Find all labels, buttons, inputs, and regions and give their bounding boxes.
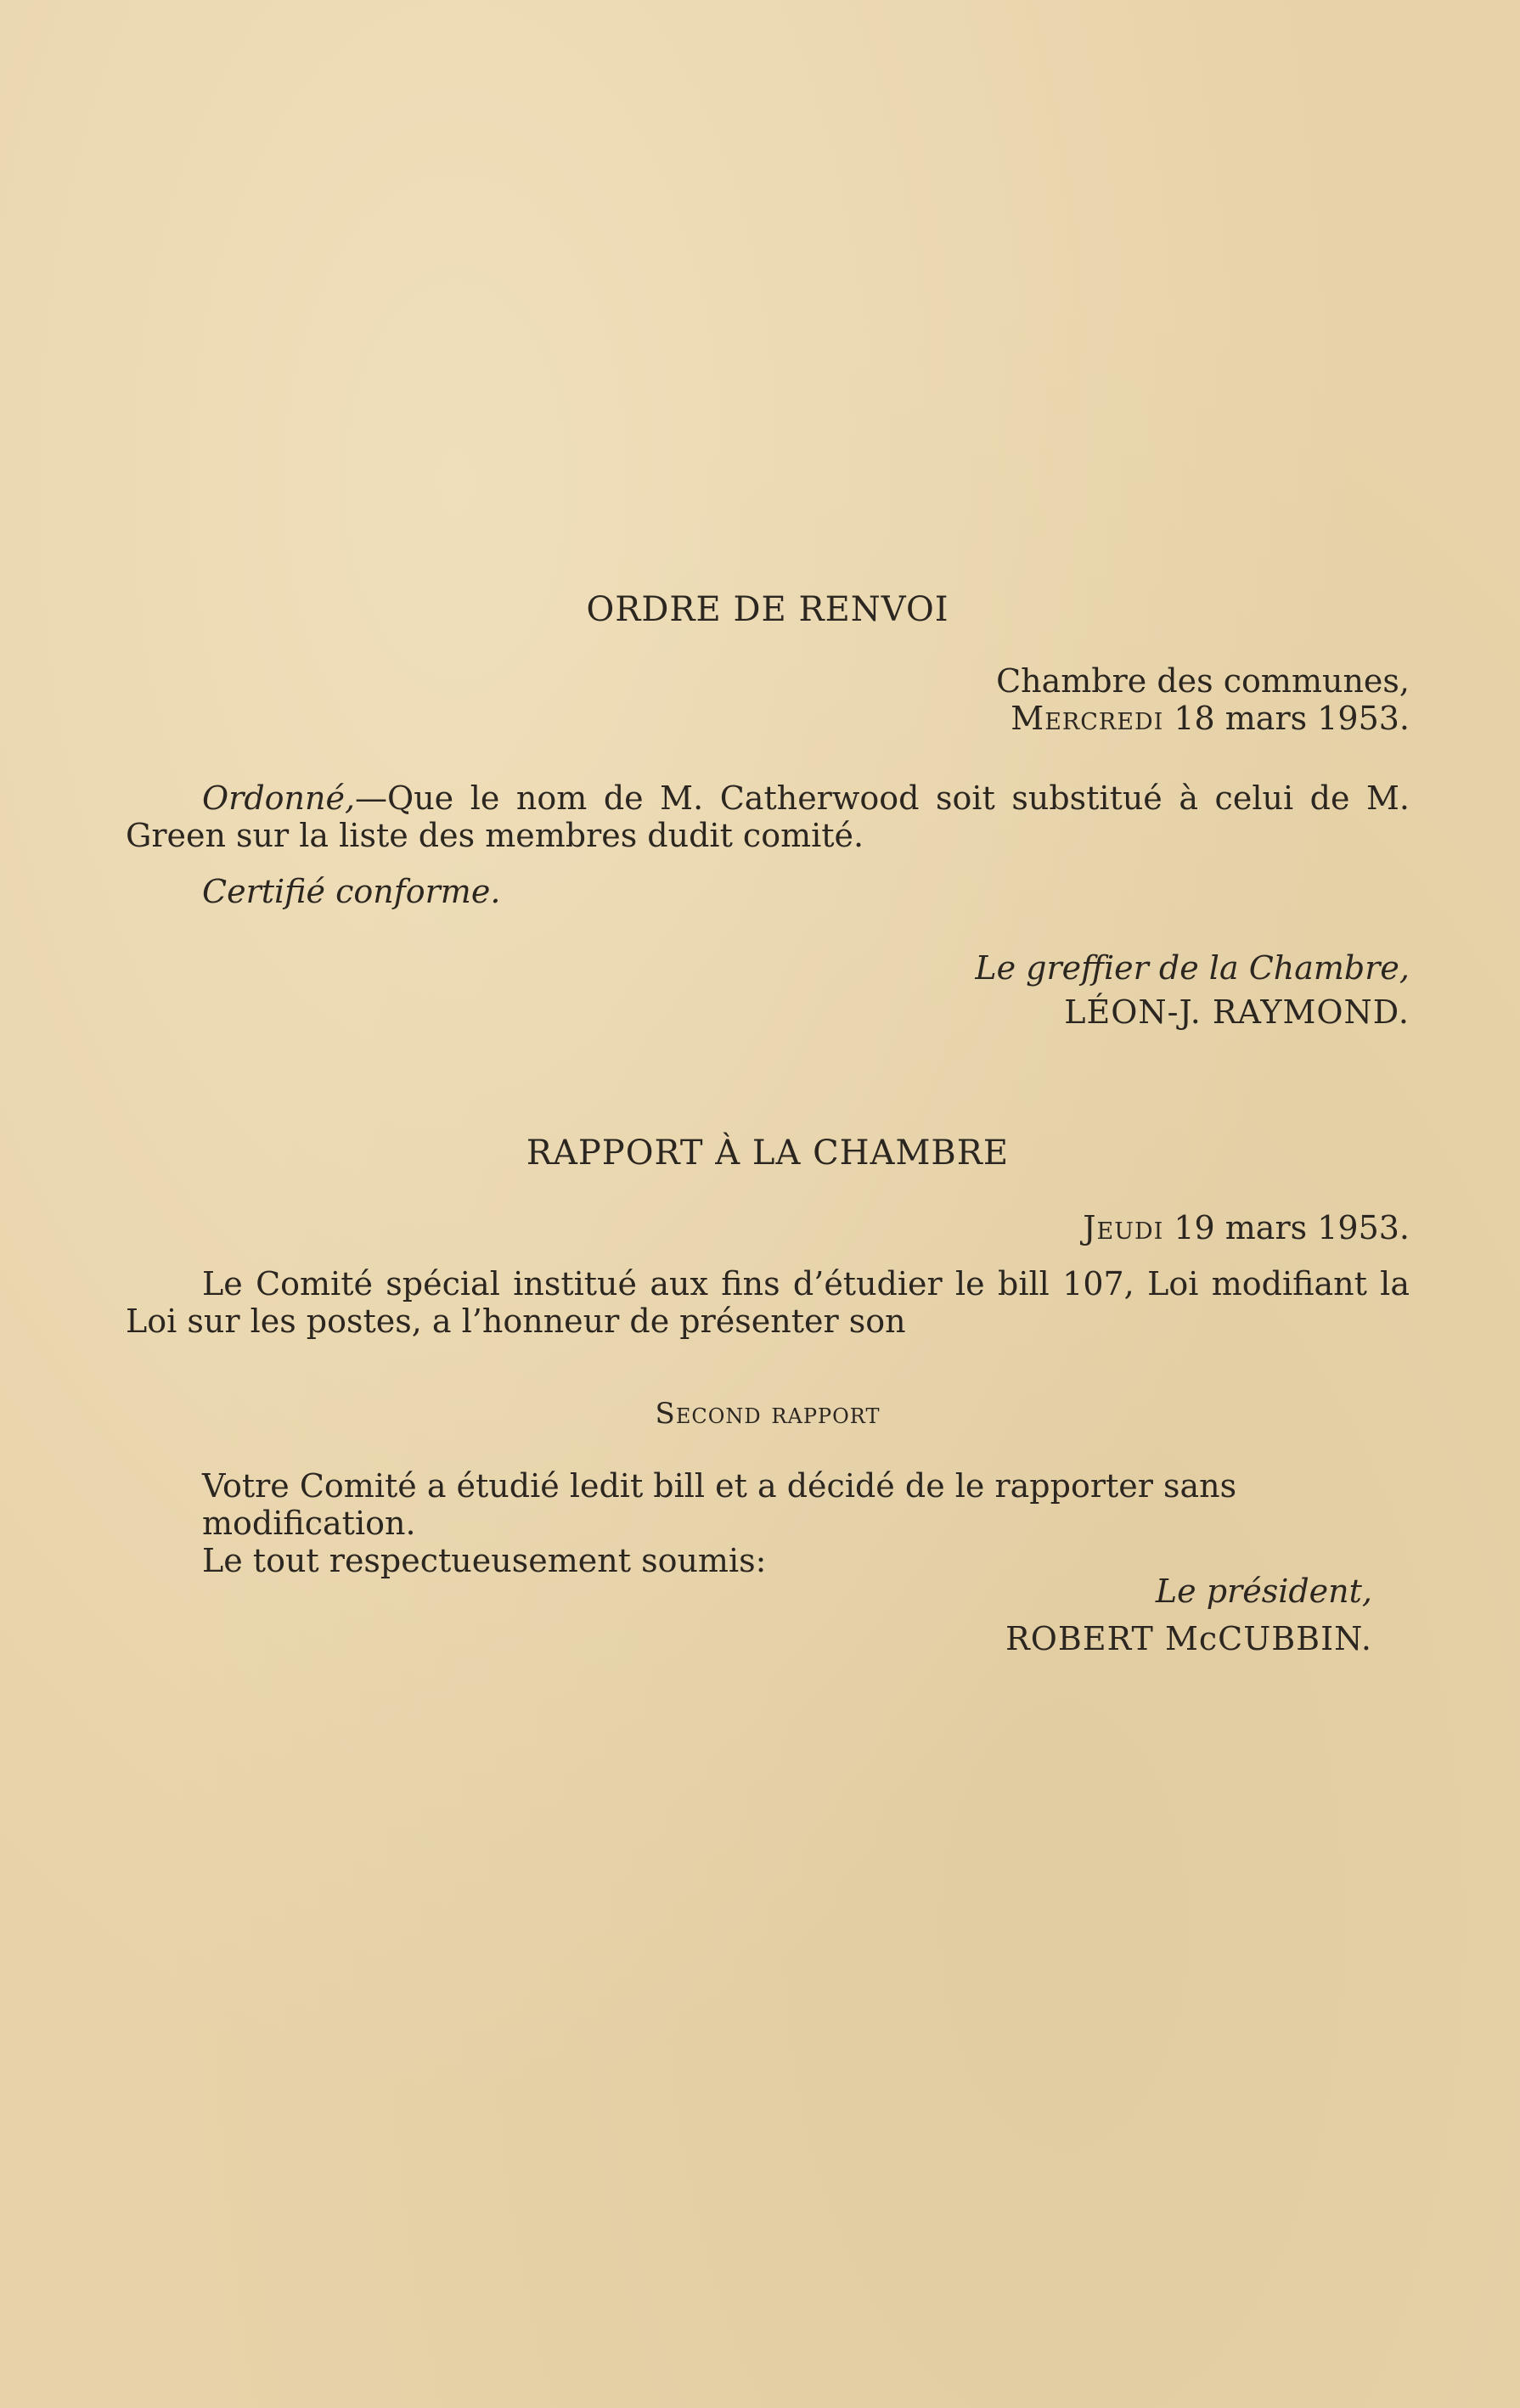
report-intro: Le Comité spécial institué aux fins d’étudier le bill 107, Loi modifiant la Loi sur les postes, a l’honneur de présenter son — [126, 1265, 1410, 1340]
report-subheading-block — [126, 1397, 1410, 1431]
clerk-name: LÉON-J. RAYMOND. — [1064, 993, 1410, 1031]
report-body-line2: Le tout respectueusement soumis: — [202, 1542, 767, 1579]
report-date — [126, 1209, 1410, 1246]
order-paragraph — [126, 779, 1410, 854]
certified-line — [126, 873, 1410, 910]
order-text — [126, 779, 1410, 854]
president-name: ROBERT McCUBBIN. — [1005, 1620, 1372, 1657]
report-date-rest: 19 mars 1953. — [1163, 1209, 1410, 1246]
president-signature — [126, 1573, 1372, 1657]
order-of-reference-heading: ORDRE DE RENVOI — [586, 590, 949, 629]
report-intro-paragraph — [126, 1265, 1410, 1340]
clerk-title: Le greffier de la Chambre, — [975, 949, 1410, 987]
order-lead: Ordonné, — [202, 779, 356, 817]
order-date-rest: 18 mars 1953. — [1163, 700, 1410, 737]
report-date-block — [126, 1209, 1410, 1246]
president-title: Le président, — [1155, 1573, 1372, 1610]
report-heading: RAPPORT À LA CHAMBRE — [526, 1134, 1010, 1173]
order-date-day: Mercredi — [1011, 700, 1164, 737]
report-body — [126, 1467, 1410, 1579]
certified-text: Certifié conforme. — [202, 873, 501, 910]
order-date — [126, 700, 1410, 737]
report-body-line1: Votre Comité a étudié ledit bill et a décidé de le rapporter sans modification. — [202, 1467, 1237, 1542]
order-body: —Que le nom de M. Catherwood soit substitué à celui de M. Green sur la liste des membres dudit comité. — [126, 779, 1410, 854]
report-subheading: Second rapport — [655, 1397, 881, 1431]
order-place: Chambre des communes, — [996, 662, 1410, 700]
order-place-date — [126, 662, 1410, 737]
report-date-day: Jeudi — [1083, 1209, 1164, 1246]
clerk-signature — [126, 949, 1410, 1031]
